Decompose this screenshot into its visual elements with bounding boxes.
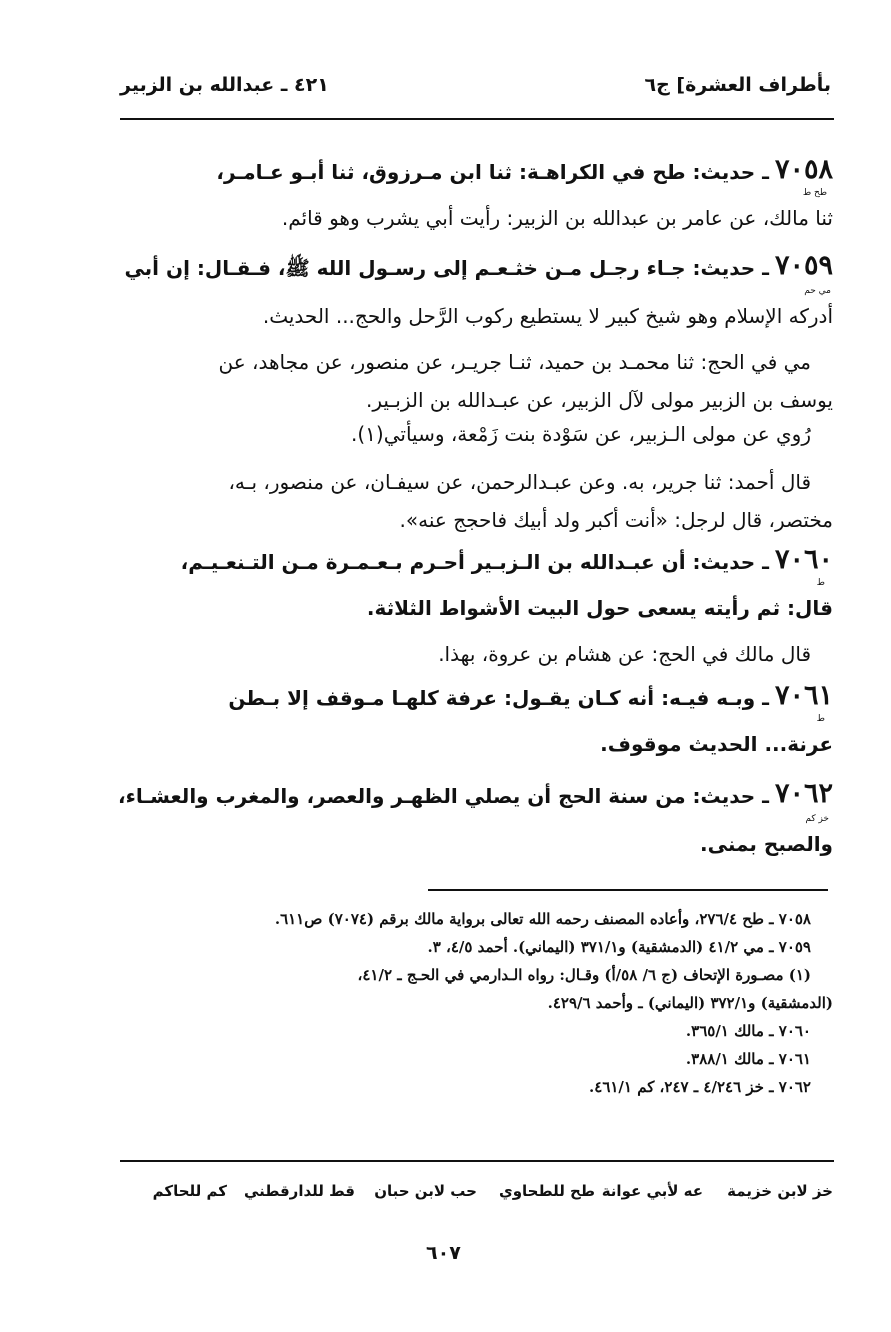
- legend-ibn-hibban: حب لابن حبان: [374, 1182, 477, 1200]
- entry-number-7059: ٧٠٥٩: [774, 250, 833, 281]
- footnote-separator: [428, 889, 828, 891]
- entry-7062-line-1: ـ حديث: من سنة الحج أن يصلي الظهـر والعصر، والمغرب والعشـاء،: [118, 784, 769, 808]
- entry-7059-line-1: ـ حديث: جـاء رجـل مـن خثـعـم إلى رسـول الله ﷺ، فـقـال: إن أبي: [124, 256, 769, 280]
- entry-number-7062: ٧٠٦٢: [774, 778, 833, 809]
- mi-para-line-1: مي في الحج: ثنا محمـد بن حميد، ثنـا جريـر، عن منصور، عن مجاهد، عن: [218, 350, 811, 374]
- entry-7061-marginal: ط: [816, 714, 825, 724]
- legend-abu-awana: عه لأبي عوانة: [601, 1182, 703, 1200]
- entry-7060-line-2: قال: ثم رأيته يسعى حول البيت الأشواط الثلاثة.: [366, 596, 833, 620]
- entry-7061-line-2: عرنة... الحديث موقوف.: [600, 732, 833, 756]
- legend-hakim: كم للحاكم: [152, 1182, 227, 1200]
- entry-7060-marginal: ط: [816, 578, 825, 588]
- entry-number-7060: ٧٠٦٠: [774, 544, 833, 575]
- entry-7058-line-1: ـ حديث: طح في الكراهـة: ثنا ابن مـرزوق، ثنا أبـو عـامـر،: [216, 160, 769, 184]
- footnote-1-line-1: (١) مصـورة الإتحاف (ج ٦/ ٥٨/أ) وقـال: رواه الـدارمي في الحـج ـ ٤١/٢،: [357, 966, 811, 984]
- entry-7061-line-1: ـ وبـه فيـه: أنه كـان يقـول: عرفة كلهـا مـوقف إلا بـطن: [228, 686, 769, 710]
- entry-7058-marginal: طح ط: [802, 188, 827, 198]
- header-rule: [120, 118, 834, 120]
- entry-7060-line-1: ـ حديث: أن عبـدالله بن الـزبـير أحـرم بـعـمـرة مـن التـنعـيـم،: [180, 550, 769, 574]
- entry-7062-line-2: والصبح بمنى.: [700, 832, 833, 856]
- entry-7058-line-2: ثنا مالك، عن عامر بن عبدالله بن الزبير: رأيت أبي يشرب وهو قائم.: [281, 206, 833, 230]
- legend-tahawi: طح للطحاوي: [498, 1182, 595, 1200]
- entry-7062-marginal: خز كم: [805, 814, 829, 824]
- footnote-7058: ٧٠٥٨ ـ طح ٢٧٦/٤، وأعاده المصنف رحمه الله تعالى برواية مالك برقم (٧٠٧٤) ص٦١١.: [274, 910, 811, 928]
- running-header-left: ٤٢١ ـ عبدالله بن الزبير: [120, 74, 329, 96]
- legend-daraqutni: قط للدارقطني: [243, 1182, 355, 1200]
- ahmad-para-line-2: مختصر، قال لرجل: «أنت أكبر ولد أبيك فاحجج عنه».: [399, 508, 833, 532]
- mi-para-line-3: رُوي عن مولى الـزبير، عن سَوْدة بنت زَمْعة، وسيأتي(١).: [350, 422, 811, 446]
- entry-7059-line-2: أدركه الإسلام وهو شيخ كبير لا يستطيع ركوب الرَّحل والحج... الحديث.: [262, 304, 833, 328]
- entry-number-7061: ٧٠٦١: [774, 680, 833, 711]
- ahmad-para-line-1: قال أحمد: ثنا جرير، به. وعن عبـدالرحمن، عن سيفـان، عن منصور، بـه،: [228, 470, 811, 494]
- malik-para: قال مالك في الحج: عن هشام بن عروة، بهذا.: [438, 642, 811, 666]
- footnote-7062: ٧٠٦٢ ـ خز ٤/٢٤٦ ـ ٢٤٧، كم ٤٦١/١.: [589, 1078, 811, 1096]
- running-header-right: بأطراف العشرة] ج٦: [644, 74, 831, 96]
- footnote-7061: ٧٠٦١ ـ مالك ٣٨٨/١.: [685, 1050, 811, 1068]
- entry-number-7058: ٧٠٥٨: [774, 154, 833, 185]
- page-number: ٦٠٧: [426, 1242, 461, 1264]
- legend-rule: [120, 1160, 834, 1162]
- entry-7059-marginal: مي حم: [804, 286, 831, 296]
- footnote-7060: ٧٠٦٠ ـ مالك ٣٦٥/١.: [685, 1022, 811, 1040]
- footnote-1-line-2: (الدمشقية) و٣٧٢/١ (اليماني) ـ وأحمد ٤٢٩/٦.: [547, 994, 833, 1012]
- mi-para-line-2: يوسف بن الزبير مولى لآل الزبير، عن عبـدالله بن الزبـير.: [365, 388, 833, 412]
- legend-ibn-khuzayma: خز لابن خزيمة: [727, 1182, 833, 1200]
- footnote-7059: ٧٠٥٩ ـ مي ٤١/٢ (الدمشقية) و٣٧١/١ (اليماني). أحمد ٤/٥، ٣.: [427, 938, 811, 956]
